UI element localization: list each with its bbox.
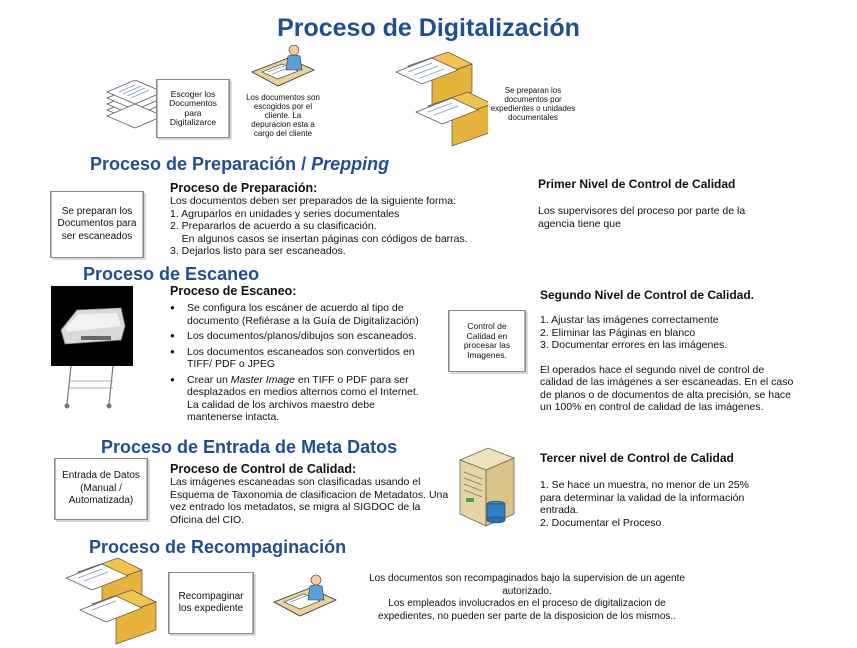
scanning-bullet-4 [170, 374, 432, 424]
person-desk-icon [248, 44, 318, 94]
preparation-block [170, 181, 490, 258]
folder-stack-icon [388, 52, 488, 152]
section-preparation-italic: Prepping [311, 154, 390, 174]
recompagination-text-1: Los documentos son recompaginados bajo la supervision de un agente autorizado. [369, 573, 685, 597]
metadata-block [170, 462, 452, 526]
preparation-item-3: 3. Dejarlos listo para ser escaneados. [170, 245, 346, 257]
section-recompagination-title: Proceso de Recompaginación [89, 537, 347, 557]
preparation-intro: Los documentos deben ser preparados de la siguiente forma: [170, 195, 457, 207]
recompagination-text-2: Los empleados involucrados en el proceso de digitalizacion de expedientes, no pueden ser parte de la disposicion de los mismos.. [378, 598, 676, 622]
metadata-text: Las imágenes escaneadas son clasificadas usando el Esquema de Taxonomia de clasificacion de Metadatos. Una vez entrado los metadatos, se migra al SIGDOC de la Oficina del CIO. [170, 476, 449, 526]
qc-level-2 [540, 288, 795, 414]
quality-control-box [448, 310, 526, 372]
scanning-bullet-4-post: en TIFF o PDF para ser desplazados en medios alternos como el Internet. La calidad de los archivos maestro debe mantenerse intacta. [187, 373, 419, 423]
prepare-documents-label: Se preparan los Documentos para ser escaneados [57, 205, 137, 242]
section-preparation-title [90, 154, 389, 175]
data-entry-label: Entrada de Datos (Manual / Automatizada) [62, 470, 140, 507]
preparation-item-1: 1. Agruparlos en unidades y series documentales [170, 207, 400, 220]
qc-level-2-heading: Segundo Nivel de Control de Calidad. [540, 288, 755, 302]
section-metadata-title: Proceso de Entrada de Meta Datos [101, 437, 398, 457]
qc-level-2-item-2: 2. Eliminar las Páginas en blanco [540, 326, 696, 339]
recompaginate-label: Recompaginar los expediente [178, 590, 244, 614]
preparation-item-2: 2. Prepararlos de acuerdo a su clasificación. [170, 220, 377, 232]
section-preparation-text: Proceso de Preparación / [90, 154, 312, 174]
chosen-by-client-note: Los documentos son escogidos por el cliente. La depuracion esta a cargo del cliente [246, 93, 320, 138]
qc-level-1-heading: Primer Nivel de Control de Calidad [538, 177, 736, 191]
scanner-icon [51, 286, 133, 411]
data-entry-box [54, 458, 148, 520]
qc-level-2-text: El operados hace el segundo nivel de control de calidad de las imágenes a ser escaneadas. En el caso de planos o de documentos de alta precisión, se hace un 100% en control de calidad de las imágenes. [540, 363, 794, 413]
preparation-heading: Proceso de Preparación: [170, 181, 318, 195]
qc-level-3 [540, 451, 755, 529]
person-desk-icon-2 [270, 572, 340, 624]
qc-level-1 [538, 177, 778, 230]
metadata-heading: Proceso de Control de Calidad: [170, 462, 357, 476]
choose-documents-label: Escoger los Documentos para Digitalizarce [169, 88, 217, 127]
scanning-bullet-4-italic: Master Image [230, 373, 295, 386]
preparation-item-2b: En algunos casos se insertan páginas con códigos de barras. [170, 232, 468, 245]
qc-level-3-item-2: 2. Documentar el Proceso [540, 516, 662, 529]
choose-documents-box [156, 79, 230, 138]
server-icon [458, 446, 518, 528]
qc-level-3-text: 1. Se hace un muestra, no menor de un 25% para determinar la validad de la información entrada. [540, 479, 749, 516]
folder-stack-icon-2 [58, 558, 158, 648]
scanning-block [170, 284, 432, 427]
prepared-by-file-note: Se preparan los documentos por expedientes o unidades documentales [490, 86, 576, 122]
scanning-bullet-3: ● Los documentos escaneados son convertidos en TIFF/ PDF o JPEG [170, 346, 432, 371]
quality-control-label: Control de Calidad en procesar las Imagenes. [463, 321, 511, 360]
scanning-heading: Proceso de Escaneo: [170, 284, 297, 298]
page-title: Proceso de Digitalización [277, 14, 580, 42]
scanning-bullet-1: ● Se configura los escáner de acuerdo al tipo de documento (Refiérase a la Guía de Digitalización) [170, 302, 432, 327]
prepare-documents-box [50, 191, 144, 258]
scanning-bullet-4-pre: Crear un [187, 373, 231, 386]
recompaginate-box [168, 572, 254, 634]
qc-level-1-text: Los supervisores del proceso por parte de la agencia tiene que [538, 205, 746, 230]
scanning-bullet-2: ● Los documentos/planos/dibujos son escaneados. [170, 330, 432, 343]
qc-level-3-heading: Tercer nivel de Control de Calidad [540, 451, 734, 465]
section-scanning-title: Proceso de Escaneo [83, 264, 260, 284]
qc-level-2-item-1: 1. Ajustar las imágenes correctamente [540, 314, 719, 326]
qc-level-2-item-3: 3. Documentar errores en las imágenes. [540, 339, 728, 351]
recompagination-notes [362, 573, 692, 623]
